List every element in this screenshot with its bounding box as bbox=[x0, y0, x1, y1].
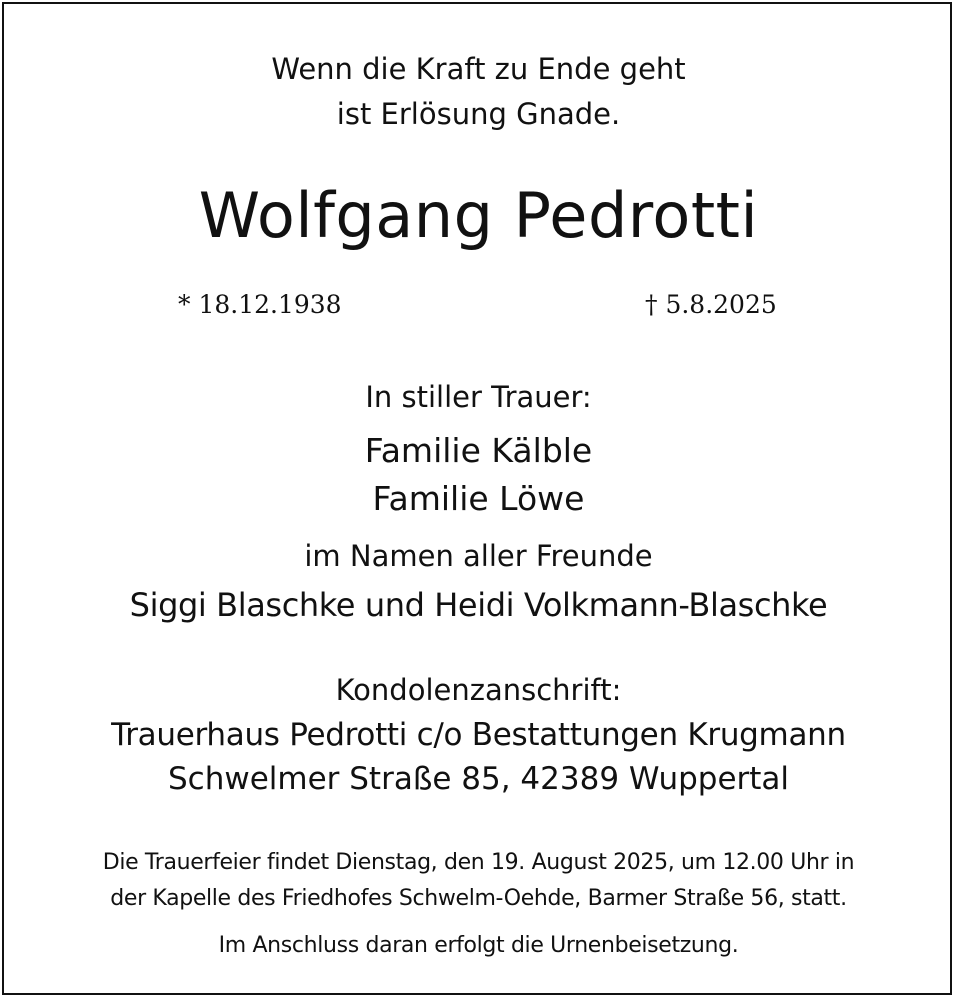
deceased-name: Wolfgang Pedrotti bbox=[198, 179, 759, 252]
on-behalf-text: im Namen aller Freunde bbox=[304, 539, 653, 573]
death-date: † 5.8.2025 bbox=[645, 290, 777, 319]
burial-note: Im Anschluss daran erfolgt die Urnenbeisetzung. bbox=[218, 933, 739, 958]
mourner-family-2: Familie Löwe bbox=[372, 479, 585, 518]
quote-line-1: Wenn die Kraft zu Ende geht bbox=[271, 52, 686, 86]
condolence-address-line-2: Schwelmer Straße 85, 42389 Wuppertal bbox=[167, 761, 790, 797]
quote-line-2: ist Erlösung Gnade. bbox=[336, 97, 621, 131]
birth-date: * 18.12.1938 bbox=[178, 290, 342, 319]
mourning-intro: In stiller Trauer: bbox=[365, 380, 592, 414]
mourner-friends: Siggi Blaschke und Heidi Volkmann-Blaschke bbox=[129, 586, 828, 624]
ceremony-info-line-1: Die Trauerfeier findet Dienstag, den 19. August 2025, um 12.00 Uhr in bbox=[102, 850, 855, 875]
ceremony-info-line-2: der Kapelle des Friedhofes Schwelm-Oehde, Barmer Straße 56, statt. bbox=[110, 886, 847, 911]
condolence-address-line-1: Trauerhaus Pedrotti c/o Bestattungen Krugmann bbox=[111, 717, 846, 753]
mourner-family-1: Familie Kälble bbox=[364, 431, 593, 470]
condolence-heading: Kondolenzanschrift: bbox=[335, 673, 622, 707]
